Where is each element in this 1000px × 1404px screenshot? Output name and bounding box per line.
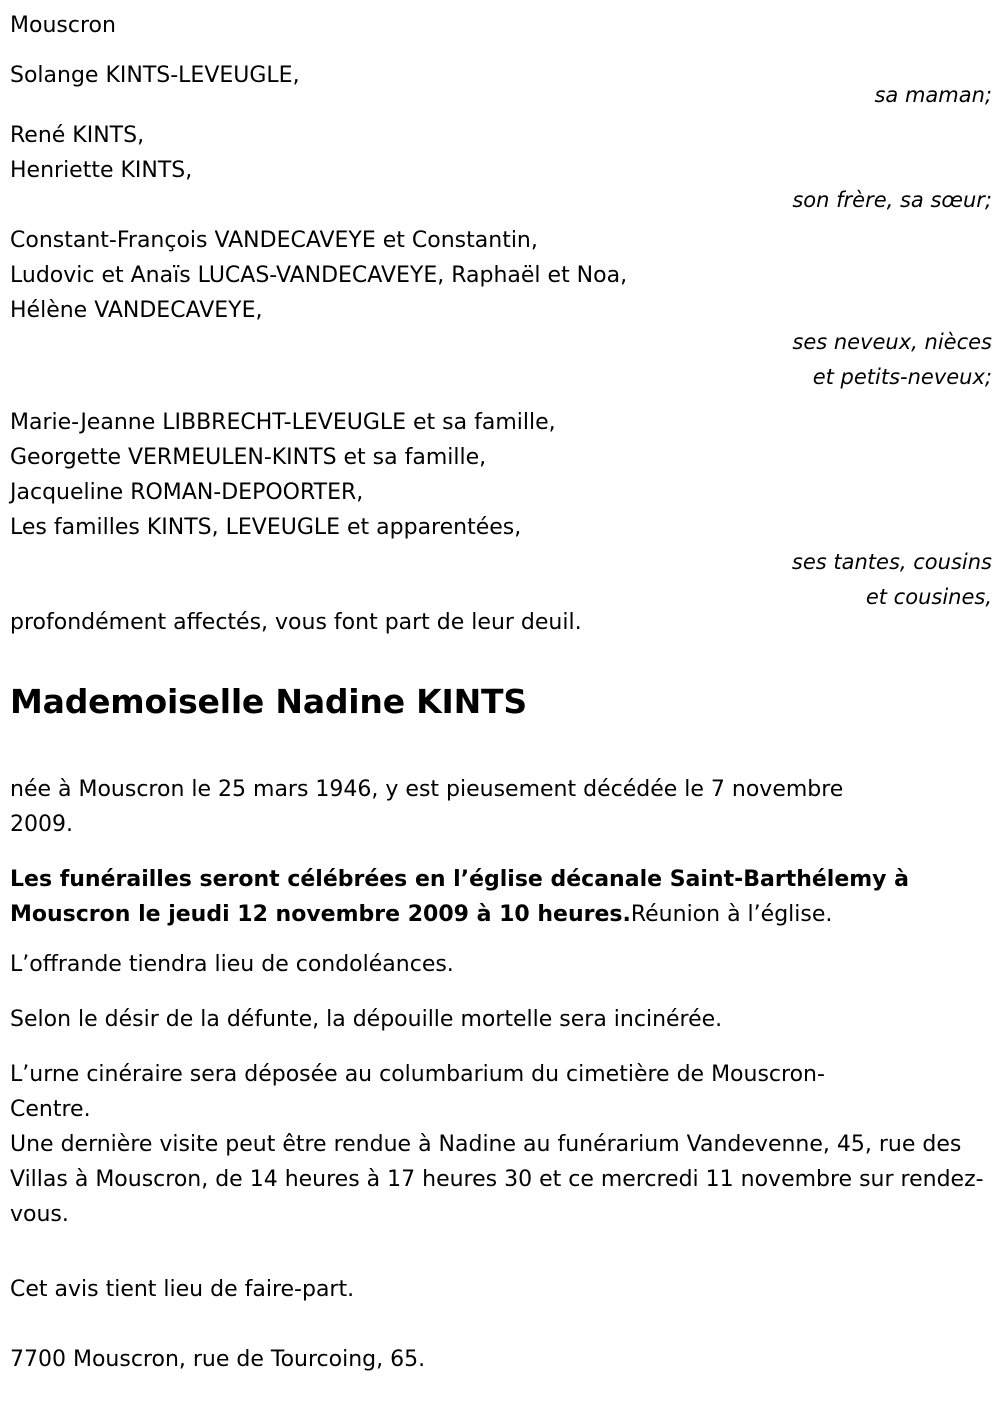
family-name: René KINTS,: [10, 123, 145, 148]
offering-paragraph: L’offrande tiendra lieu de condoléances.: [10, 952, 454, 977]
relation-line: et cousines,: [865, 585, 992, 609]
family-name: Hélène VANDECAVEYE,: [10, 298, 263, 323]
family-name: Jacqueline ROMAN-DEPOORTER,: [10, 480, 364, 505]
family-name: Henriette KINTS,: [10, 158, 193, 183]
cremation-paragraph: Selon le désir de la défunte, la dépouille mortelle sera incinérée.: [10, 1007, 723, 1032]
relation-caption-3: [792, 325, 992, 395]
deceased-name: Mademoiselle Nadine KINTS: [10, 682, 527, 721]
relation-line: et petits-neveux;: [812, 365, 992, 389]
funeral-details-paragraph: [10, 862, 1000, 932]
family-group-2: [10, 118, 995, 188]
family-name: Les familles KINTS, LEVEUGLE et apparentées,: [10, 515, 522, 540]
relation-line: ses tantes, cousins: [791, 550, 992, 574]
relation-line: sa maman;: [874, 83, 992, 107]
visit-paragraph: Une dernière visite peut être rendue à Nadine au funérarium Vandevenne, 45, rue des Villas à Mouscron, de 14 heures à 17 heures 30 et ce mercredi 11 novembre sur rendez-vous.: [10, 1132, 984, 1227]
birth-death-paragraph: née à Mouscron le 25 mars 1946, y est pieusement décédée le 7 novembre 2009.: [10, 777, 844, 837]
family-name: Georgette VERMEULEN-KINTS et sa famille,: [10, 445, 487, 470]
relation-line: ses neveux, nièces: [792, 330, 992, 354]
family-name: Solange KINTS-LEVEUGLE,: [10, 63, 300, 88]
city-header: Mouscron: [10, 13, 116, 38]
faire-part-paragraph: Cet avis tient lieu de faire-part.: [10, 1277, 355, 1302]
announcement-block: [10, 605, 995, 640]
family-group-3: [10, 223, 995, 328]
funeral-details-tail: Réunion à l’église.: [630, 902, 833, 927]
family-group-4: [10, 405, 995, 545]
address-line: 7700 Mouscron, rue de Tourcoing, 65.: [10, 1347, 426, 1372]
family-name: Constant-François VANDECAVEYE et Constantin,: [10, 228, 538, 253]
family-name: Marie-Jeanne LIBBRECHT-LEVEUGLE et sa famille,: [10, 410, 556, 435]
city-header-block: [10, 8, 995, 43]
family-name: Ludovic et Anaïs LUCAS-VANDECAVEYE, Raphaël et Noa,: [10, 263, 628, 288]
relation-line: son frère, sa sœur;: [792, 188, 992, 212]
urn-paragraph: L’urne cinéraire sera déposée au columbarium du cimetière de Mouscron-Centre.: [10, 1062, 825, 1122]
relation-caption-2: [792, 183, 992, 218]
family-group-1: [10, 58, 995, 93]
announcement-line: profondément affectés, vous font part de leur deuil.: [10, 610, 582, 635]
funeral-details-bold: Les funérailles seront célébrées en l’église décanale Saint-Barthélemy à Mouscron le jeudi 12 novembre 2009 à 10 heures.: [10, 867, 910, 927]
relation-caption-1: [874, 78, 992, 113]
